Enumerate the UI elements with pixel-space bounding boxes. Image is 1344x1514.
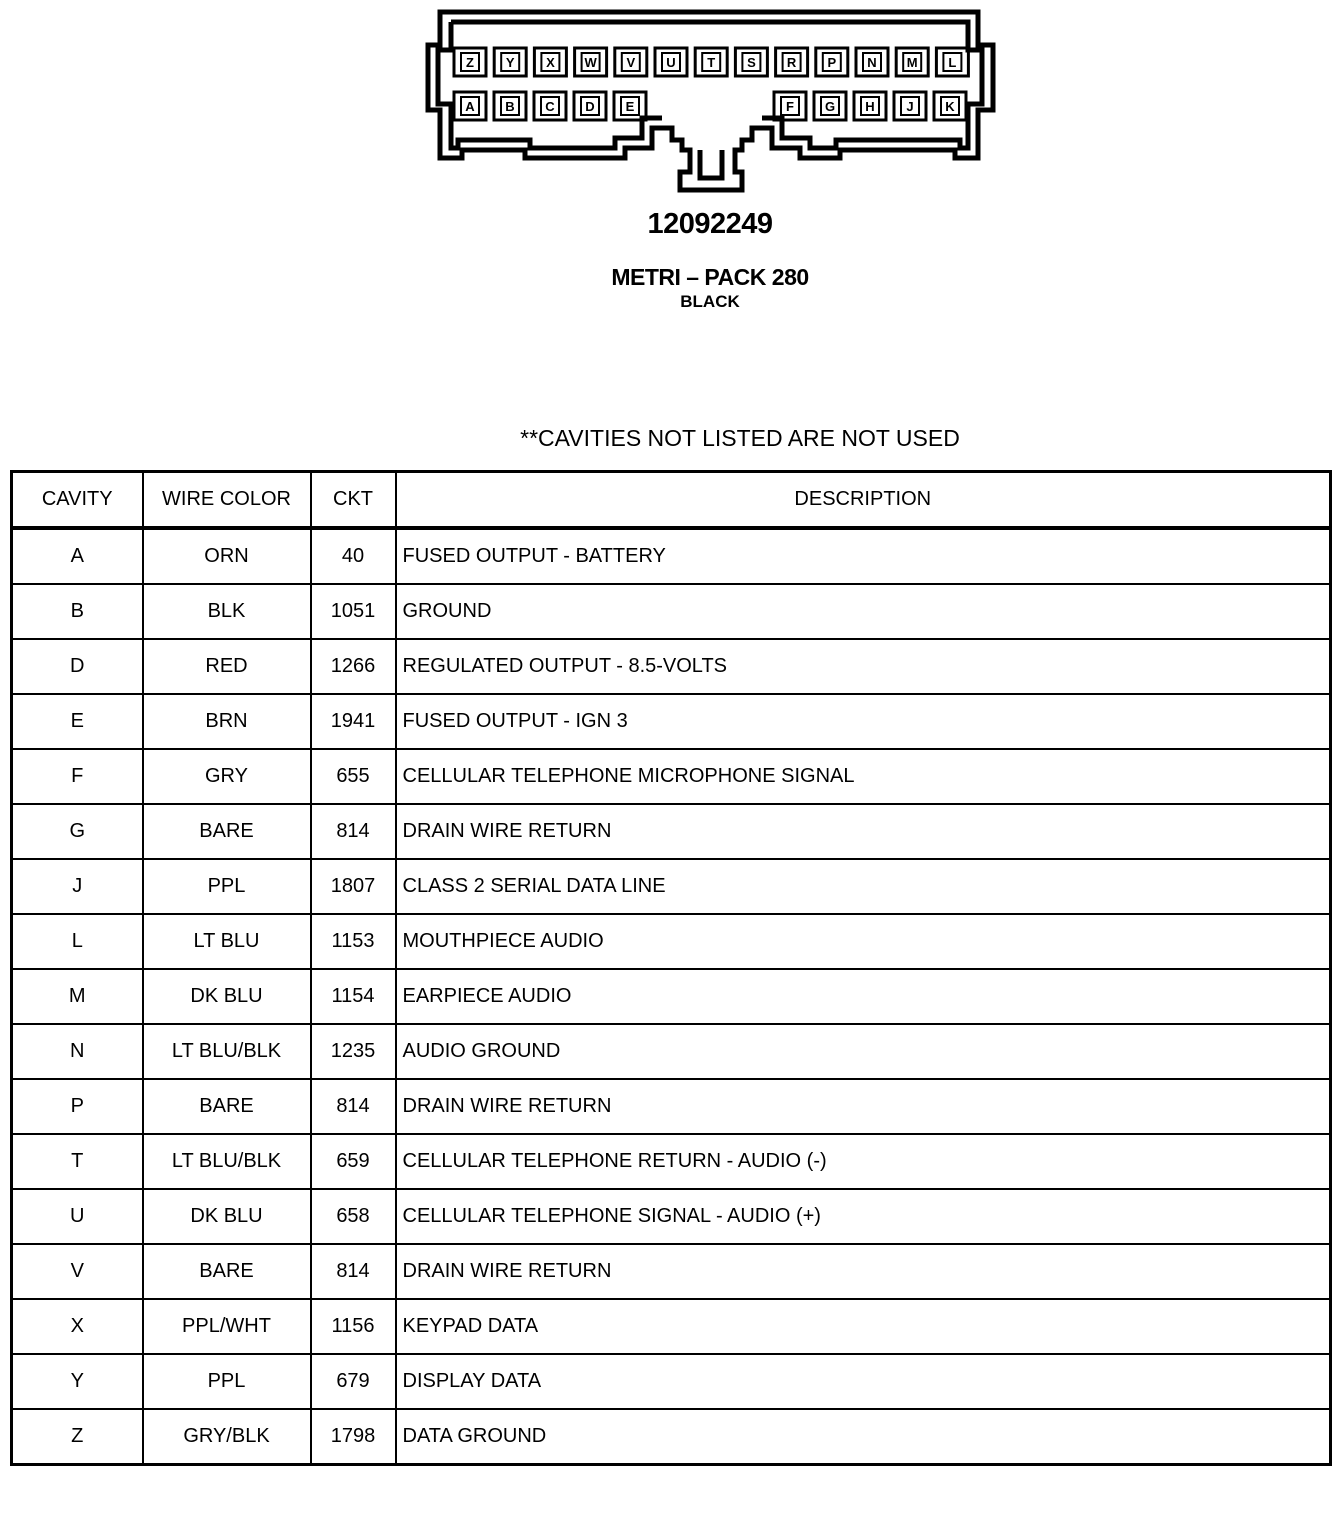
table-row [12,1354,1331,1409]
table-row [12,1134,1331,1189]
connector-pin [894,92,926,120]
connector-pin [534,92,566,120]
description-cell: FUSED OUTPUT - BATTERY [396,528,1331,584]
wire-color-cell: BARE [143,804,311,859]
connector-pin [655,48,687,76]
header-description: DESCRIPTION [396,472,1331,529]
ckt-cell: 1266 [311,639,396,694]
description-cell: DISPLAY DATA [396,1354,1331,1409]
header-ckt: CKT [311,472,396,529]
connector-pin [936,48,968,76]
connector-pin [454,48,486,76]
wire-color-cell: GRY [143,749,311,804]
cavity-cell: A [12,528,143,584]
connector-pin [896,48,928,76]
pin-label: K [945,99,955,114]
pin-label: D [585,99,595,114]
table-row [12,694,1331,749]
connector-series: METRI – PACK 280 [611,264,809,290]
cavity-cell: Y [12,1354,143,1409]
table-row [12,804,1331,859]
pin-label: B [505,99,515,114]
pin-label: N [867,55,877,70]
table-row [12,859,1331,914]
bottom-row-pins [454,92,966,120]
wire-color-cell: RED [143,639,311,694]
wire-color-cell: PPL/WHT [143,1299,311,1354]
ckt-cell: 1807 [311,859,396,914]
pin-label: V [626,55,636,70]
ckt-cell: 679 [311,1354,396,1409]
connector-pin [534,48,566,76]
wire-color-cell: BRN [143,694,311,749]
wire-color-cell: LT BLU [143,914,311,969]
table-row [12,1189,1331,1244]
ckt-cell: 1941 [311,694,396,749]
description-cell: DRAIN WIRE RETURN [396,1244,1331,1299]
connector-pin [854,92,886,120]
description-cell: EARPIECE AUDIO [396,969,1331,1024]
table-row [12,914,1331,969]
connector-pin [615,48,647,76]
description-cell: CELLULAR TELEPHONE MICROPHONE SIGNAL [396,749,1331,804]
wire-color-cell: GRY/BLK [143,1409,311,1465]
table-row [12,969,1331,1024]
cavity-cell: X [12,1299,143,1354]
table-row [12,1409,1331,1465]
ckt-cell: 655 [311,749,396,804]
pin-label: C [545,99,555,114]
description-cell: FUSED OUTPUT - IGN 3 [396,694,1331,749]
table-row [12,749,1331,804]
cavity-cell: D [12,639,143,694]
pin-label: W [584,55,597,70]
connector-pin [856,48,888,76]
ckt-cell: 814 [311,804,396,859]
connector-diagram [0,0,1344,200]
cavity-cell: U [12,1189,143,1244]
connector-pin [494,48,526,76]
ckt-cell: 1153 [311,914,396,969]
description-cell: MOUTHPIECE AUDIO [396,914,1331,969]
pin-label: L [948,55,957,70]
cavity-cell: Z [12,1409,143,1465]
ckt-cell: 1235 [311,1024,396,1079]
ckt-cell: 1051 [311,584,396,639]
ckt-cell: 40 [311,528,396,584]
pin-label: G [824,99,836,114]
unused-cavities-note: **CAVITIES NOT LISTED ARE NOT USED [520,425,960,451]
cavity-cell: F [12,749,143,804]
pin-label: J [906,99,914,114]
description-cell: DRAIN WIRE RETURN [396,1079,1331,1134]
connector-pin [454,92,486,120]
wire-color-cell: DK BLU [143,969,311,1024]
pin-label: P [827,55,837,70]
connector-pin [814,92,846,120]
pin-label: Y [505,55,515,70]
ckt-cell: 814 [311,1244,396,1299]
table-row [12,1024,1331,1079]
description-cell: KEYPAD DATA [396,1299,1331,1354]
description-cell: CLASS 2 SERIAL DATA LINE [396,859,1331,914]
ckt-cell: 658 [311,1189,396,1244]
wire-color-cell: BARE [143,1079,311,1134]
connector-pin [494,92,526,120]
table-row [12,1299,1331,1354]
connector-pin [934,92,966,120]
pin-label: E [625,99,635,114]
cavity-cell: V [12,1244,143,1299]
pin-label: X [546,55,555,70]
ckt-cell: 1798 [311,1409,396,1465]
ckt-cell: 1154 [311,969,396,1024]
pinout-table [10,470,1332,1466]
table-row [12,528,1331,584]
cavity-cell: B [12,584,143,639]
description-cell: AUDIO GROUND [396,1024,1331,1079]
cavity-cell: N [12,1024,143,1079]
wire-color-cell: BARE [143,1244,311,1299]
pin-label: Z [466,55,474,70]
connector-pin [575,48,607,76]
wire-color-cell: PPL [143,859,311,914]
cavity-cell: E [12,694,143,749]
wire-color-cell: LT BLU/BLK [143,1134,311,1189]
connector-pin [574,92,606,120]
connector-pin [816,48,848,76]
pin-label: F [786,99,794,114]
description-cell: DATA GROUND [396,1409,1331,1465]
pin-label: A [465,99,475,114]
connector-pin [776,48,808,76]
table-row [12,1244,1331,1299]
cavity-cell: J [12,859,143,914]
connector-pin [695,48,727,76]
header-cavity: CAVITY [12,472,143,529]
wire-color-cell: PPL [143,1354,311,1409]
wire-color-cell: ORN [143,528,311,584]
pin-label: U [666,55,676,70]
description-cell: DRAIN WIRE RETURN [396,804,1331,859]
description-cell: CELLULAR TELEPHONE SIGNAL - AUDIO (+) [396,1189,1331,1244]
connector-pin [735,48,767,76]
cavity-cell: G [12,804,143,859]
wire-color-cell: BLK [143,584,311,639]
cavity-cell: M [12,969,143,1024]
table-row [12,639,1331,694]
part-number: 12092249 [647,208,773,240]
table-row [12,1079,1331,1134]
ckt-cell: 1156 [311,1299,396,1354]
description-cell: REGULATED OUTPUT - 8.5-VOLTS [396,639,1331,694]
description-cell: CELLULAR TELEPHONE RETURN - AUDIO (-) [396,1134,1331,1189]
pin-label: R [786,55,797,70]
ckt-cell: 814 [311,1079,396,1134]
pin-label: S [747,55,756,70]
connector-color: BLACK [680,292,740,311]
header-wire-color: WIRE COLOR [143,472,311,529]
top-row-pins [454,48,968,76]
wire-color-cell: DK BLU [143,1189,311,1244]
cavity-cell: P [12,1079,143,1134]
cavity-cell: T [12,1134,143,1189]
wire-color-cell: LT BLU/BLK [143,1024,311,1079]
pin-label: H [865,99,875,114]
pin-label: T [707,55,716,70]
pin-label: M [906,55,918,70]
table-body [12,528,1331,1465]
table-row [12,584,1331,639]
cavity-cell: L [12,914,143,969]
description-cell: GROUND [396,584,1331,639]
table-header-row [12,472,1331,529]
ckt-cell: 659 [311,1134,396,1189]
